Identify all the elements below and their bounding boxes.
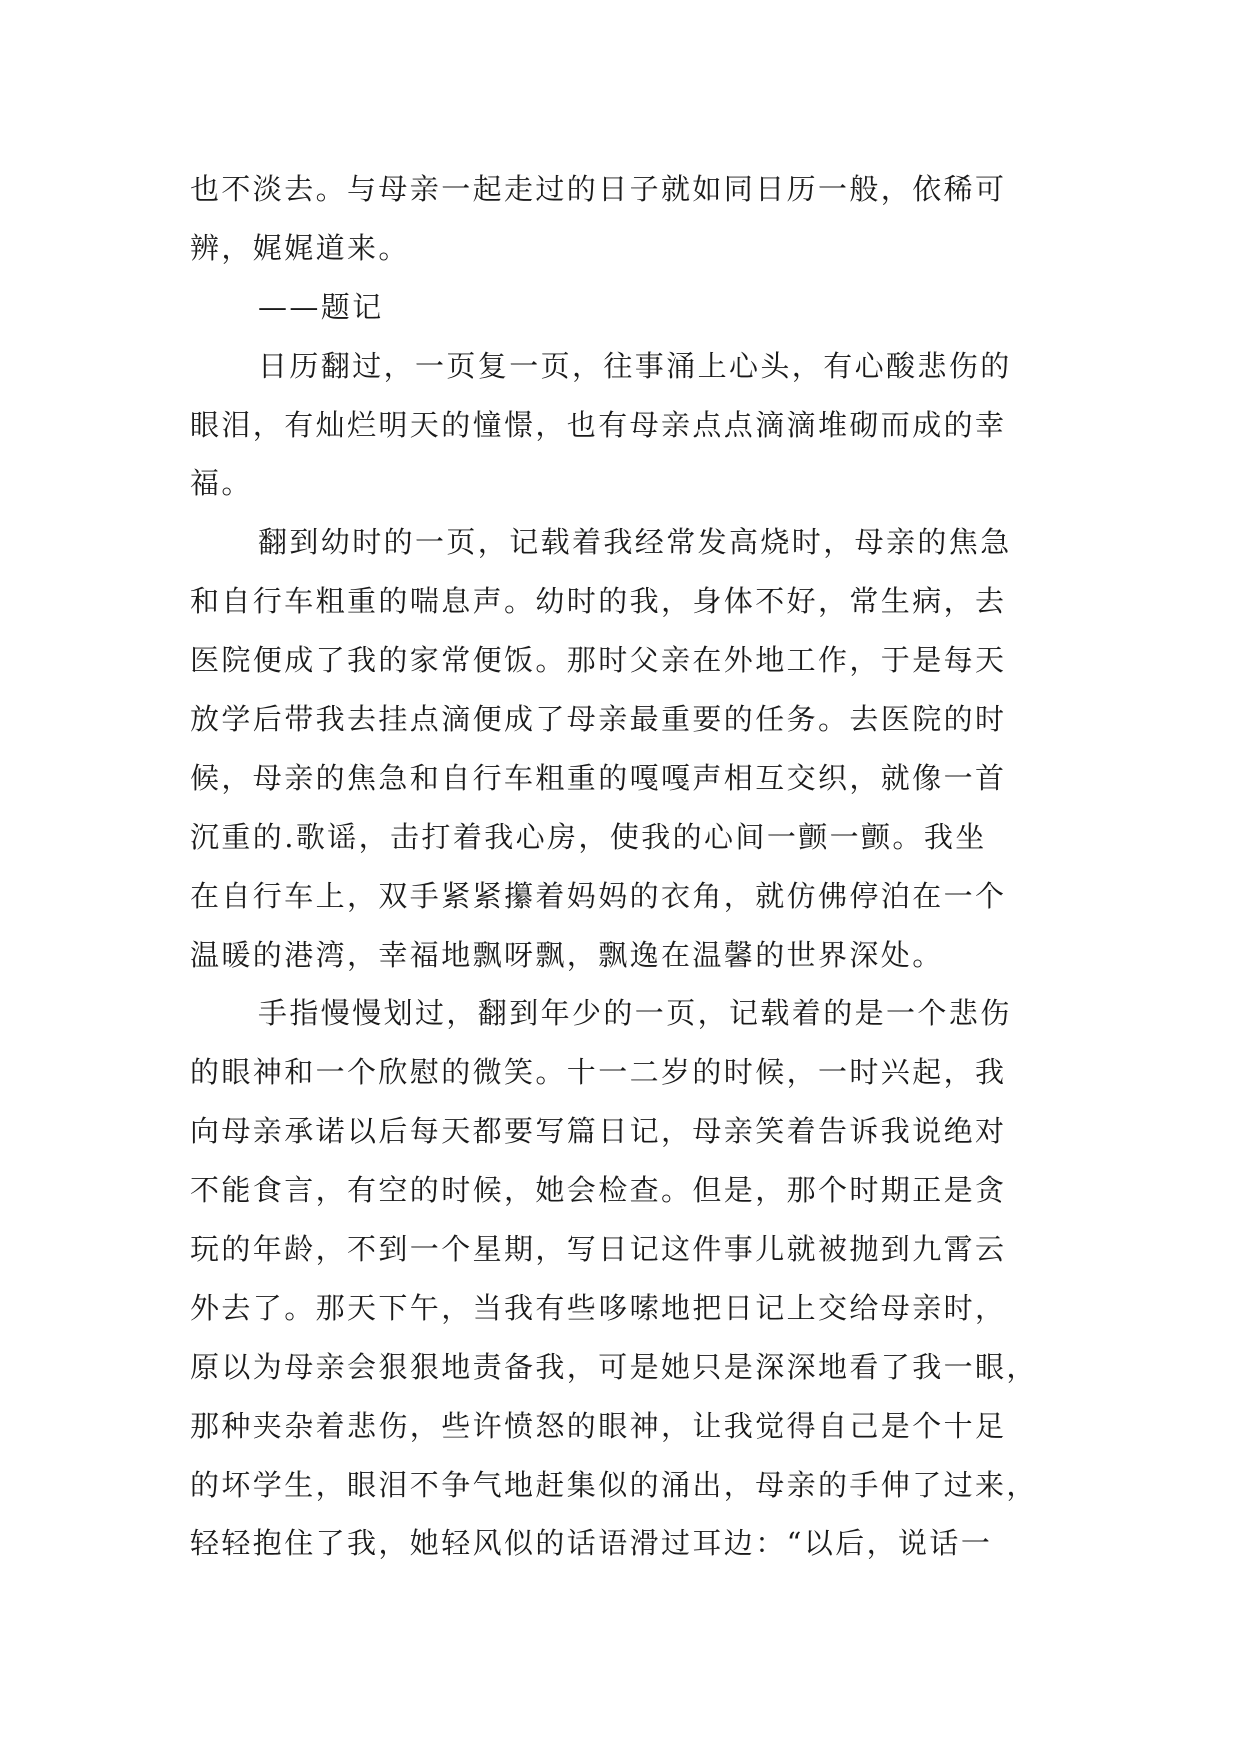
text-line: 向母亲承诺以后每天都要写篇日记，母亲笑着告诉我说绝对 (190, 1114, 1007, 1149)
text-line: 也不淡去。与母亲一起走过的日子就如同日历一般，依稀可 (190, 172, 1007, 206)
text-line: 福。 (190, 466, 253, 501)
text-line: 外去了。那天下午，当我有些哆嗦地把日记上交给母亲时， (190, 1290, 1007, 1325)
text-line: 温暖的港湾，幸福地飘呀飘，飘逸在温馨的世界深处。 (190, 937, 944, 972)
text-line: 辨，娓娓道来。 (190, 230, 410, 265)
text-line: 玩的年龄，不到一个星期，写日记这件事儿就被抛到九霄云 (190, 1232, 1007, 1267)
text-line: 候，母亲的焦急和自行车粗重的嘎嘎声相互交织，就像一首 (190, 760, 1007, 795)
text-line: 原以为母亲会狠狠地责备我，可是她只是深深地看了我一眼， (190, 1349, 1038, 1384)
paragraph-start: 日历翻过，一页复一页，往事涌上心头，有心酸悲伤的 (258, 348, 1012, 383)
text-line: 和自行车粗重的喘息声。幼时的我，身体不好，常生病，去 (190, 584, 1007, 619)
text-line: 放学后带我去挂点滴便成了母亲最重要的任务。去医院的时 (190, 702, 1007, 737)
text-line: 眼泪，有灿烂明天的憧憬，也有母亲点点滴滴堆砌而成的幸 (190, 407, 1007, 442)
epigraph-attribution: ——题记 (258, 289, 384, 324)
text-line: 不能食言，有空的时候，她会检查。但是，那个时期正是贪 (190, 1173, 1007, 1208)
text-line: 沉重的.歌谣，击打着我心房，使我的心间一颤一颤。我坐 (190, 819, 987, 854)
text-line: 医院便成了我的家常便饭。那时父亲在外地工作，于是每天 (190, 643, 1007, 678)
text-line: 那种夹杂着悲伤，些许愤怒的眼神，让我觉得自己是个十足 (190, 1408, 1007, 1443)
text-line: 的眼神和一个欣慰的微笑。十一二岁的时候，一时兴起，我 (190, 1055, 1007, 1090)
text-line: 在自行车上，双手紧紧攥着妈妈的衣角，就仿佛停泊在一个 (190, 878, 1007, 913)
text-line: 轻轻抱住了我，她轻风似的话语滑过耳边：“以后，说话一 (190, 1526, 993, 1561)
text-line: 的坏学生，眼泪不争气地赶集似的涌出，母亲的手伸了过来， (190, 1467, 1038, 1502)
body-text (190, 160, 1050, 1573)
paragraph-start: 手指慢慢划过，翻到年少的一页，记载着的是一个悲伤 (258, 996, 1012, 1031)
paragraph-start: 翻到幼时的一页，记载着我经常发高烧时，母亲的焦急 (258, 525, 1012, 560)
